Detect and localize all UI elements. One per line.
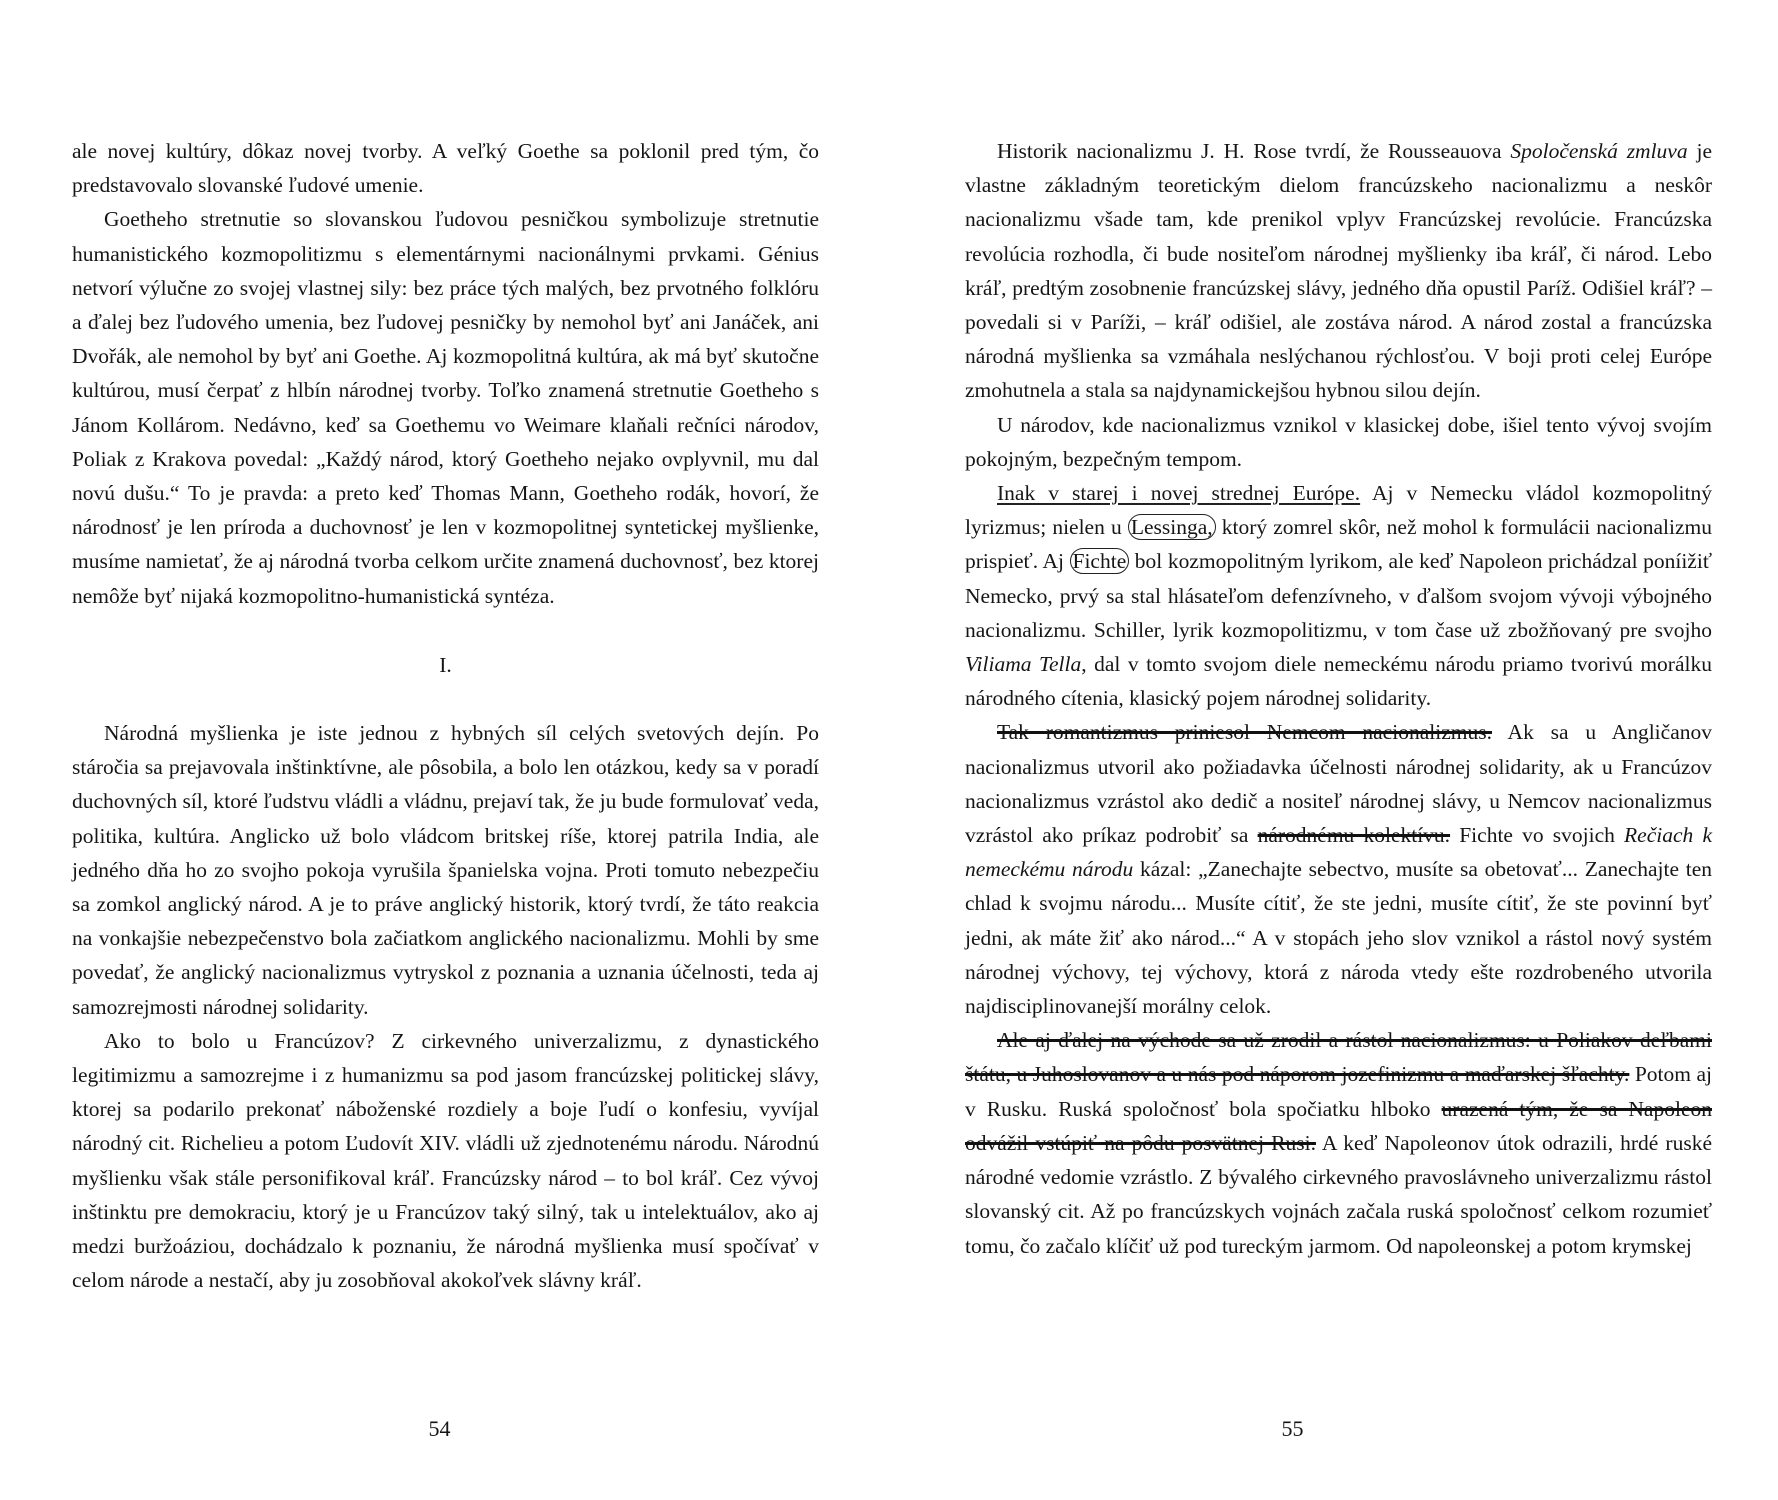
book-title: Rečiach k nemeckému národu	[965, 823, 1712, 882]
text-run: Fichte vo svojich	[1450, 823, 1625, 848]
paragraph: U národov, kde nacionalizmus vznikol v klasickej dobe, išiel tento vývoj svojím pokojným, bezpečným tempom.	[965, 412, 1712, 471]
text-run: kázal: „Zanechajte sebectvo, musíte sa obetovať... Zanechajte ten chlad k svojmu národu... Musíte cítiť, že ste jedni, musíte cítiť, že ste povinní byť jedni, ak máte žiť ako národ...“ A v stopách jeho slov vznikol a rástol nový systém národnej výchovy, tej výchovy, ktorá z národa vtedy ešte rozdrobeného utvorila najdisciplinovanejší morálny celok.	[965, 857, 1712, 1019]
paragraph	[965, 134, 1712, 408]
circled-name: Lessinga,	[1128, 514, 1216, 540]
text-run: , dal v tomto svojom diele nemeckému národu priamo tvorivú morálku národného cítenia, klasický pojem národnej solidarity.	[965, 652, 1712, 711]
text-run: A keď Napoleonov útok odrazili, hrdé ruské národné vedomie vzrástlo. Z bývalého cirkevného pravoslávneho univerzalizmu rástol slovanský cit. Až po francúzskych vojnách začala ruská spoločnosť celkom rozumieť tomu, čo začalo klíčiť už pod tureckým jarmom. Od napoleonskej a potom krymskej	[965, 1130, 1713, 1258]
underlined-text: Inak v starej i novej strednej Európe.	[997, 481, 1361, 506]
struck-text: Ale aj ďalej na východe sa už zrodil a rástol nacionalizmus: u Poliakov deľbami štátu, u Juhoslovanov a u nás pod náporom jozefinizmu a maďarskej šľachty.	[965, 1028, 1712, 1087]
text-run: Aj v Nemecku vládol kozmopolitný lyrizmus; nielen u	[965, 481, 1712, 540]
paragraph: ale novej kultúry, dôkaz novej tvorby. A veľký Goethe sa poklonil pred tým, čo predstavovalo slovanské ľudové umenie.	[72, 139, 819, 198]
paragraph: Národná myšlienka je iste jednou z hybných síl celých svetových dejín. Po stáročia sa prejavovala inštinktívne, ale pôsobila, a bolo len otázkou, kedy sa v poradí duchovných síl, ktoré ľudstvu vládli a vládnu, prejaví tak, že ju bude formulovať veda, politika, kultúra. Anglicko už bolo vládcom britskej ríše, ktorej patrila India, ale jedného dňa ho zo svojho pokoja vyrušila španielska vojna. Proti tomuto nebezpečiu sa zomkol anglický národ. A je to práve anglický historik, ktorý tvrdí, že táto reakcia na vonkajšie nebezpečenstvo bola začiatkom anglického nacionalizmu. Mohli by sme povedať, že anglický nacionalizmus vytryskol z poznania a uznania účelnosti, teda aj samozrejmosti národnej solidarity.	[72, 721, 819, 1019]
text-run: ktorý zomrel skôr, než mohol k formulácii nacionalizmu prispieť. Aj	[965, 515, 1713, 574]
paragraph	[965, 715, 1712, 1023]
text-run: bol kozmopolitným lyrikom, ale keď Napoleon prichádzal poníižiť Nemecko, prvý sa stal hlásateľom defenzívneho, v ďalšom svojom vývoji výbojného nacionalizmu. Schiller, lyrik kozmopolitizmu, v tom čase už zbožňovaný pre svojho	[965, 549, 1713, 642]
page-number: 55	[1281, 1416, 1304, 1441]
right-page-text	[965, 134, 1712, 1263]
book-title: Viliama Tella	[965, 652, 1082, 677]
paragraph	[965, 476, 1712, 715]
text-run: Historik nacionalizmu J. H. Rose tvrdí, že Rousseauova	[997, 139, 1511, 163]
book-title: Spoločenská zmluva	[1510, 139, 1688, 163]
struck-text: urazená tým, že sa Napoleon odvážil vstúpiť na pôdu posvätnej Rusi.	[965, 1096, 1712, 1155]
paragraph: Ako to bolo u Francúzov? Z cirkevného univerzalizmu, z dynastického legitimizmu a samozrejme i z humanizmu sa pod jasom francúzskej politickej slávy, ktorej sa podarilo prekonať náboženské rozdiely a boje ľudí o konfesiu, vyvíjal národný cit. Richelieu a potom Ľudovít XIV. vládli už zjednotenému národu. Národnú myšlienku však stále personifikoval kráľ. Francúzsky národ – to bol kráľ. Cez vývoj inštinktu pre demokraciu, ktorý je u Francúzov taký silný, tak u intelektuálov, ako aj medzi buržoáziou, dochádzalo k poznaniu, že národná myšlienka musí spočívať v celom národe a nestačí, aby ju zosobňoval akokoľvek slávny kráľ.	[72, 1028, 819, 1293]
right-page	[889, 0, 1778, 1500]
circled-name: Fichte	[1070, 548, 1130, 574]
struck-text: národnému kolektívu.	[1257, 823, 1451, 848]
struck-text: Tak romantizmus priniesol Nemcom nacionalizmus.	[997, 720, 1492, 745]
paragraph: Goetheho stretnutie so slovanskou ľudovou pesničkou symbolizuje stretnutie humanistického kozmopolitizmu s elementárnymi nacionálnymi prvkami. Génius netvorí výlučne zo svojej vlastnej sily: bez práce tých malých, bez prvotného folklóru a ďalej bez ľudového umenia, bez ľudovej pesničky by nemohol byť ani Janáček, ani Dvořák, ale nemohol by byť ani Goethe. Aj kozmopolitná kultúra, ak má byť skutočne kultúrou, musí čerpať z hlbín národnej tvorby. Toľko znamená stretnutie Goetheho s Jánom Kollárom. Nedávno, keď sa Goethemu vo Weimare klaňali rečníci národov, Poliak z Krakova povedal: „Každý národ, ktorý Goetheho nejako ovplyvnil, mu dal novú dušu.“ To je pravda: a preto keď Thomas Mann, Goetheho rodák, hovorí, že národnosť je len príroda a duchovnosť je len v kozmopolitnej syntetickej myšlienke, musíme namietať, že aj národná tvorba celkom určite znamená duchovnosť, bez ktorej nemôže byť nijaká kozmopolitno-humanistická syntéza.	[72, 207, 819, 608]
left-page-text	[72, 134, 819, 1298]
paragraph	[965, 1023, 1712, 1262]
page-number: 54	[428, 1416, 451, 1441]
section-heading: I.	[439, 652, 452, 677]
text-run: Potom aj v Rusku. Ruská spoločnosť bola spočiatku hlboko	[965, 1062, 1712, 1121]
text-run: je vlastne základným teoretickým dielom francúzskeho nacionalizmu a neskôr nacionalizmu všade tam, kde prenikol vplyv Francúzskej revolúcie. Francúzska revolúcia rozhodla, či bude nositeľom národnej myšlienky iba kráľ, či národ. Lebo kráľ, predtým zosobnenie francúzskej slávy, jedného dňa opustil Paríž. Odišiel kráľ? – povedali si v Paríži, – kráľ odišiel, ale zostáva národ. A národ zostal a francúzska národná myšlienka sa vzmáhala neslýchanou rýchlosťou. V boji proti celej Európe zmohutnela a stala sa najdynamickejšou hybnou silou dejín.	[965, 139, 1712, 403]
text-run: Ak sa u Angličanov nacionalizmus utvoril ako požiadavka účelnosti národnej solidarity, ak u Francúzov nacionalizmus vzrástol ako dedič a nositeľ národnej slávy, u Nemcov nacionalizmus vzrástol ako príkaz podrobiť sa	[965, 720, 1712, 848]
